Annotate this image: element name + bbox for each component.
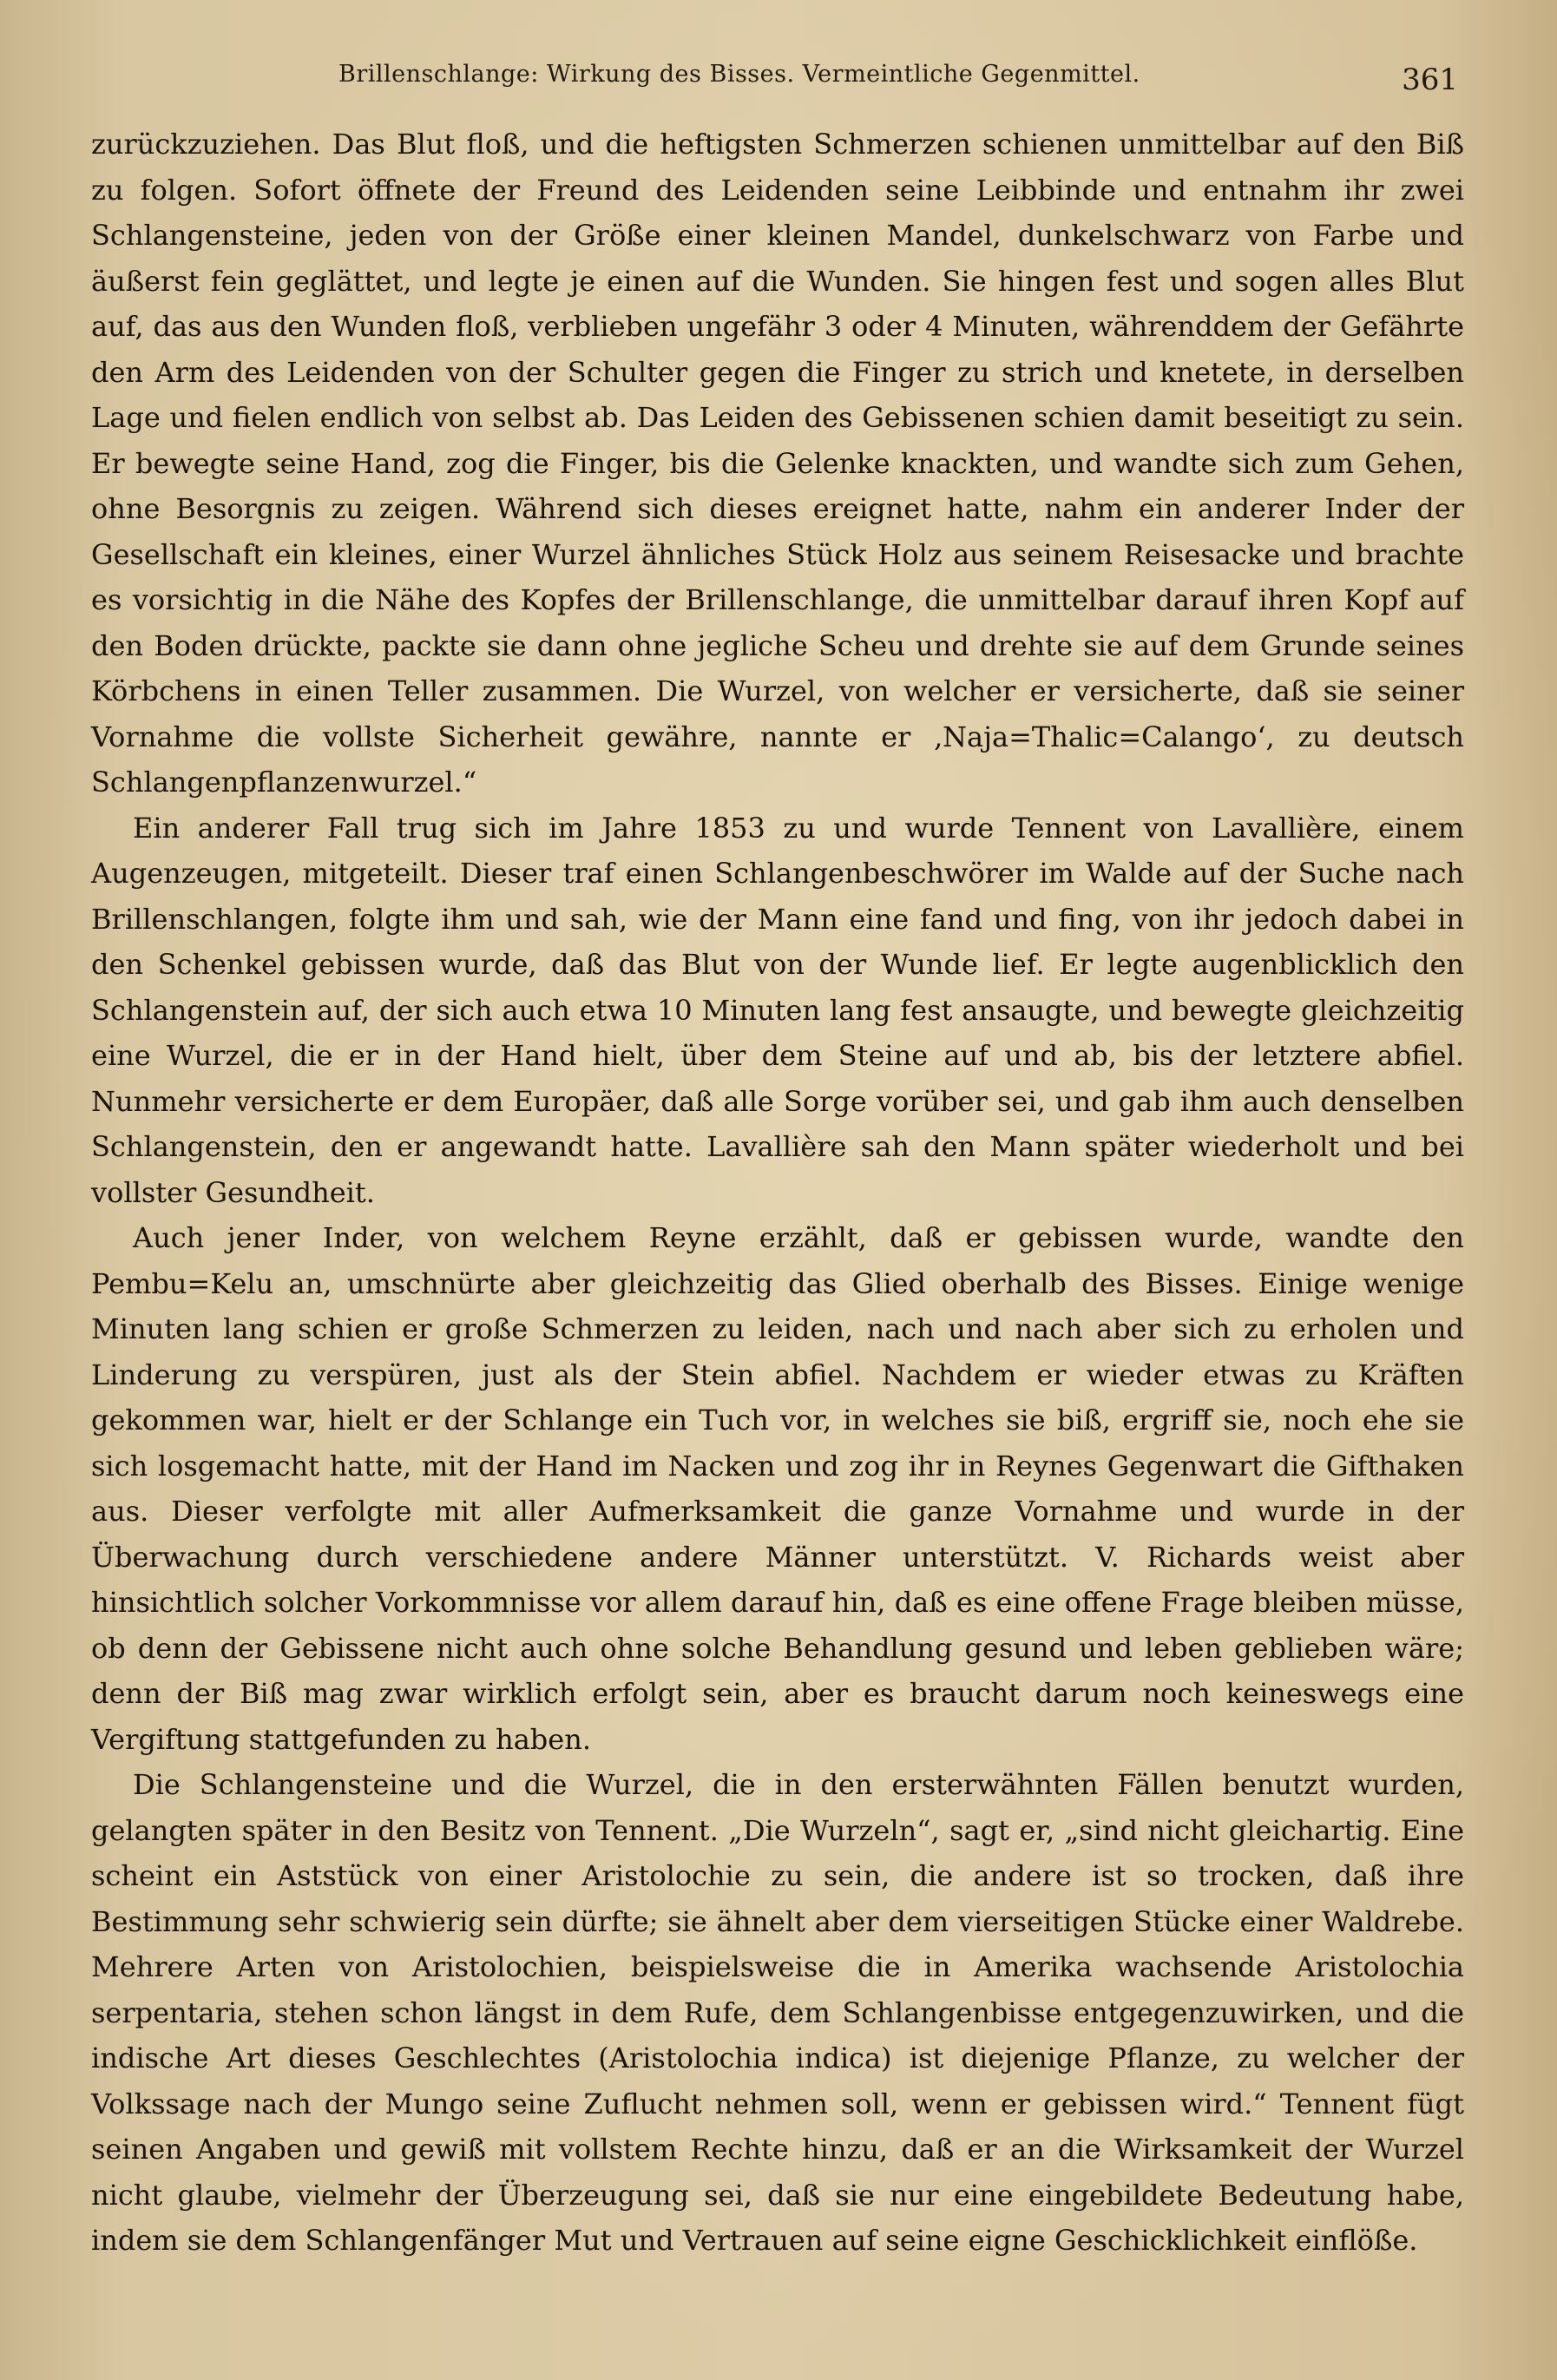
page-number: 361 — [1402, 62, 1458, 97]
body-text — [91, 122, 1464, 2264]
running-head: Brillenschlange: Wirkung des Bisses. Vermeintliche Gegenmittel. — [338, 61, 1140, 88]
page-header — [87, 52, 1475, 113]
paragraph-4: Die Schlangensteine und die Wurzel, die in den ersterwähnten Fällen benutzt wurden, gelangten später in den Besitz von Tennent. „Die Wurzeln“, sagt er, „sind nicht gleichartig. Eine scheint ein Aststück von einer Aristolochie zu sein, die andere ist so trocken, daß ihre Bestimmung sehr schwierig sein dürfte; sie ähnelt aber dem vierseitigen Stücke einer Waldrebe. Mehrere Arten von Aristolochien, beispielsweise die in Amerika wachsende Aristolochia serpentaria, stehen schon längst in dem Rufe, dem Schlangenbisse entgegenzuwirken, und die indische Art dieses Geschlechtes (Aristolochia indica) ist diejenige Pflanze, zu welcher der Volkssage nach der Mungo seine Zuflucht nehmen soll, wenn er gebissen wird.“ Tennent fügt seinen Angaben und gewiß mit vollstem Rechte hinzu, daß er an die Wirksamkeit der Wurzel nicht glaube, vielmehr der Überzeugung sei, daß sie nur eine eingebildete Bedeutung habe, indem sie dem Schlangenfänger Mut und Vertrauen auf seine eigne Geschicklichkeit einflöße. — [91, 1768, 1464, 2257]
paragraph-1: zurückzuziehen. Das Blut floß, und die heftigsten Schmerzen schienen unmittelbar auf den Biß zu folgen. Sofort öffnete der Freund des Leidenden seine Leibbinde und entnahm ihr zwei Schlangensteine, jeden von der Größe einer kleinen Mandel, dunkelschwarz von Farbe und äußerst fein geglättet, und legte je einen auf die Wunden. Sie hingen fest und sogen alles Blut auf, das aus den Wunden floß, verblieben ungefähr 3 oder 4 Minuten, währenddem der Gefährte den Arm des Leidenden von der Schulter gegen die Finger zu strich und knetete, in derselben Lage und fielen endlich von selbst ab. Das Leiden des Gebissenen schien damit beseitigt zu sein. Er bewegte seine Hand, zog die Finger, bis die Gelenke knackten, und wandte sich zum Gehen, ohne Besorgnis zu zeigen. Während sich dieses ereignet hatte, nahm ein anderer Inder der Gesellschaft ein kleines, einer Wurzel ähnliches Stück Holz aus seinem Reisesacke und brachte es vorsichtig in die Nähe des Kopfes der Brillenschlange, die unmittelbar darauf ihren Kopf auf den Boden drückte, packte sie dann ohne jegliche Scheu und drehte sie auf dem Grunde seines Körbchens in einen Teller zusammen. Die Wurzel, von welcher er versicherte, daß sie seiner Vornahme die vollste Sicherheit gewähre, nannte er ‚Naja=Thalic=Calango‘, zu deutsch Schlangenpflanzenwurzel.“ — [91, 128, 1464, 799]
paragraph-2: Ein anderer Fall trug sich im Jahre 1853 zu und wurde Tennent von Lavallière, einem Augenzeugen, mitgeteilt. Dieser traf einen Schlangenbeschwörer im Walde auf der Suche nach Brillenschlangen, folgte ihm und sah, wie der Mann eine fand und fing, von ihr jedoch dabei in den Schenkel gebissen wurde, daß das Blut von der Wunde lief. Er legte augenblicklich den Schlangenstein auf, der sich auch etwa 10 Minuten lang fest ansaugte, und bewegte gleichzeitig eine Wurzel, die er in der Hand hielt, über dem Steine auf und ab, bis der letztere abfiel. Nunmehr versicherte er dem Europäer, daß alle Sorge vorüber sei, und gab ihm auch denselben Schlangenstein, den er angewandt hatte. Lavallière sah den Mann später wiederholt und bei vollster Gesundheit. — [91, 811, 1464, 1209]
paragraph-3: Auch jener Inder, von welchem Reyne erzählt, daß er gebissen wurde, wandte den Pembu=Kelu an, umschnürte aber gleichzeitig das Glied oberhalb des Bisses. Einige wenige Minuten lang schien er große Schmerzen zu leiden, nach und nach aber sich zu erholen und Linderung zu verspüren, just als der Stein abfiel. Nachdem er wieder etwas zu Kräften gekommen war, hielt er der Schlange ein Tuch vor, in welches sie biß, ergriff sie, noch ehe sie sich losgemacht hatte, mit der Hand im Nacken und zog ihr in Reynes Gegenwart die Gifthaken aus. Dieser verfolgte mit aller Aufmerksamkeit die ganze Vornahme und wurde in der Überwachung durch verschiedene andere Männer unterstützt. V. Richards weist aber hinsichtlich solcher Vorkommnisse vor allem darauf hin, daß es eine offene Frage bleiben müsse, ob denn der Gebissene nicht auch ohne solche Behandlung gesund und leben geblieben wäre; denn der Biß mag zwar wirklich erfolgt sein, aber es braucht darum noch keineswegs eine Vergiftung stattgefunden zu haben. — [91, 1221, 1464, 1756]
